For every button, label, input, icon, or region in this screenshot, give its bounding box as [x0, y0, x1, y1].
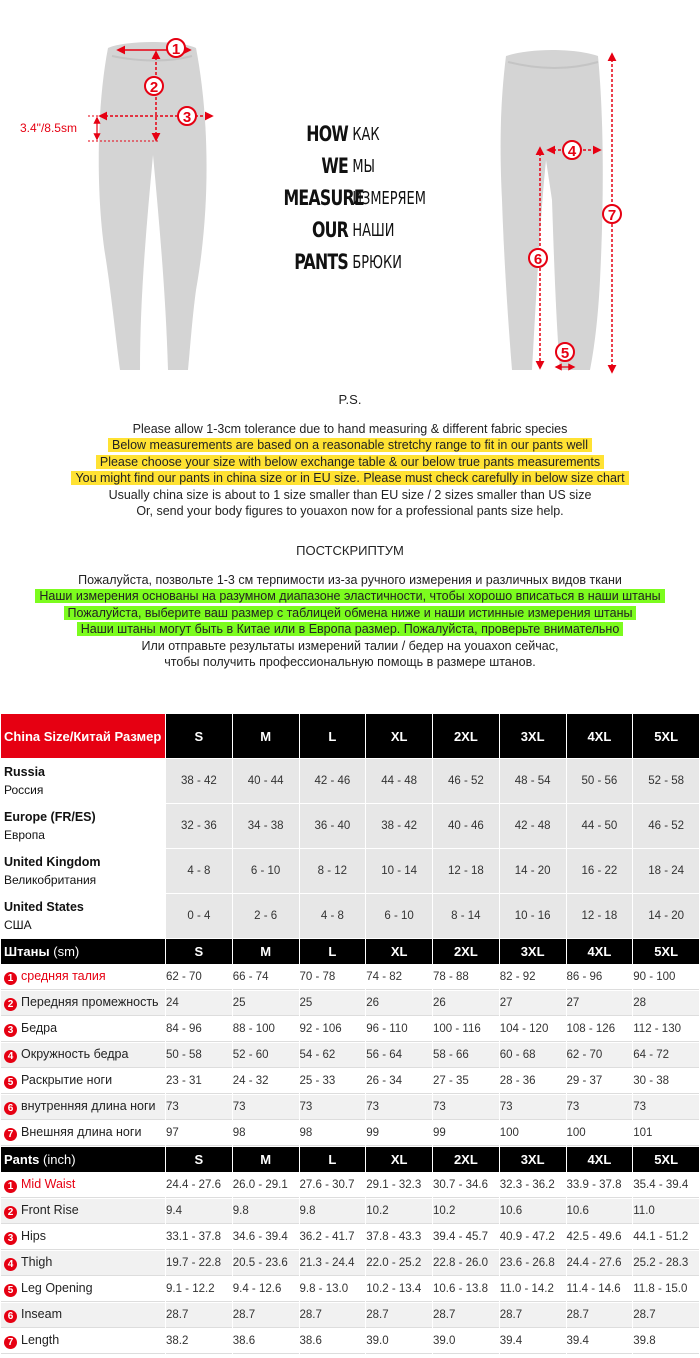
conversion-value: 42 - 48 — [500, 804, 566, 848]
conversion-value: 14 - 20 — [500, 849, 566, 893]
measure-number-badge: 2 — [4, 1206, 17, 1219]
measure-value: 20.5 - 23.6 — [233, 1251, 299, 1276]
table-header-unit: (inch) — [39, 1152, 76, 1167]
country-name-ru: Европа — [4, 828, 45, 842]
measure-value: 9.8 - 13.0 — [300, 1277, 366, 1302]
how-en: WE — [321, 154, 348, 178]
measure-value: 39.0 — [366, 1329, 432, 1354]
measure-number-badge: 3 — [4, 1232, 17, 1245]
note-russian — [0, 543, 700, 671]
size-header-cell: S — [166, 939, 232, 964]
measure-value: 29 - 37 — [567, 1069, 633, 1094]
conversion-value: 38 - 42 — [166, 759, 232, 803]
note-title: P.S. — [338, 392, 362, 407]
measure-value: 9.4 - 12.6 — [233, 1277, 299, 1302]
back-pants-shape — [501, 50, 603, 370]
how-we-measure — [262, 118, 462, 278]
measure-value: 22.8 - 26.0 — [433, 1251, 499, 1276]
measure-value: 40.9 - 47.2 — [500, 1225, 566, 1250]
conversion-value: 44 - 48 — [366, 759, 432, 803]
measure-number-badge: 6 — [4, 1102, 17, 1115]
measure-value: 22.0 - 25.2 — [366, 1251, 432, 1276]
conversion-value: 38 - 42 — [366, 804, 432, 848]
measure-label — [1, 1199, 165, 1224]
measure-value: 28.7 — [500, 1303, 566, 1328]
measure-value: 23 - 31 — [166, 1069, 232, 1094]
measure-row — [1, 1069, 699, 1094]
size-header-cell: L — [300, 714, 366, 758]
country-name-en: Europe (FR/ES) — [4, 810, 96, 824]
measure-number-badge: 6 — [4, 1310, 17, 1323]
note-english — [0, 392, 700, 520]
measure-label — [1, 1043, 165, 1068]
conversion-label — [1, 804, 165, 848]
measure-value: 26.0 - 29.1 — [233, 1173, 299, 1198]
marker-1-num: 1 — [171, 41, 181, 58]
measure-row — [1, 1121, 699, 1146]
measure-value: 25 — [233, 991, 299, 1016]
measure-row — [1, 1043, 699, 1068]
measure-name: внутренняя длина ноги — [21, 1099, 156, 1113]
measure-value: 86 - 96 — [567, 965, 633, 990]
svg-text:5: 5 — [560, 345, 570, 362]
measure-number-badge: 4 — [4, 1050, 17, 1063]
measure-name: средняя талия — [21, 969, 106, 983]
conversion-value: 34 - 38 — [233, 804, 299, 848]
measure-value: 28.7 — [366, 1303, 432, 1328]
size-header-cell: 4XL — [567, 1147, 633, 1172]
measure-row — [1, 965, 699, 990]
measure-row — [1, 1017, 699, 1042]
size-chart-table — [0, 713, 700, 1355]
measure-value: 28.7 — [433, 1303, 499, 1328]
measure-value: 96 - 110 — [366, 1017, 432, 1042]
measure-name: Mid Waist — [21, 1177, 76, 1191]
measure-value: 10.6 — [500, 1199, 566, 1224]
conversion-value: 6 - 10 — [366, 894, 432, 938]
size-header-cell: 2XL — [433, 939, 499, 964]
note-line: Please allow 1-3cm tolerance due to hand measuring & different fabric species — [132, 421, 568, 436]
measure-name: Передняя промежность — [21, 995, 159, 1009]
note-line-highlight: Наши штаны могут быть в Китае или в Европа размер. Пожалуйста, проверьте внимательно — [77, 622, 624, 636]
measure-value: 11.0 — [633, 1199, 699, 1224]
measure-number-badge: 5 — [4, 1076, 17, 1089]
measure-value: 28 — [633, 991, 699, 1016]
measure-value: 28 - 36 — [500, 1069, 566, 1094]
conversion-label — [1, 894, 165, 938]
measure-label — [1, 1329, 165, 1354]
measure-value: 21.3 - 24.4 — [300, 1251, 366, 1276]
measure-value: 37.8 - 43.3 — [366, 1225, 432, 1250]
how-ru: НАШИ — [352, 219, 395, 241]
measure-value: 73 — [233, 1095, 299, 1120]
measure-label — [1, 1225, 165, 1250]
conversion-value: 14 - 20 — [633, 894, 699, 938]
note-line-highlight: Please choose your size with below exchange table & our below true pants measurements — [96, 455, 604, 469]
measure-label — [1, 1121, 165, 1146]
svg-text:2: 2 — [149, 79, 159, 96]
measure-value: 10.6 — [567, 1199, 633, 1224]
measure-value: 10.2 - 13.4 — [366, 1277, 432, 1302]
measure-value: 52 - 60 — [233, 1043, 299, 1068]
measure-name: Leg Opening — [21, 1281, 93, 1295]
conversion-value: 52 - 58 — [633, 759, 699, 803]
measure-value: 10.2 — [366, 1199, 432, 1224]
size-header-cell: 5XL — [633, 714, 699, 758]
conversion-value: 0 - 4 — [166, 894, 232, 938]
measure-value: 38.6 — [300, 1329, 366, 1354]
measure-value: 34.6 - 39.4 — [233, 1225, 299, 1250]
note-line-highlight: You might find our pants in china size or in EU size. Please must check carefully in below size chart — [71, 471, 628, 485]
country-name-en: Russia — [4, 765, 45, 779]
country-name-en: United Kingdom — [4, 855, 101, 869]
measure-value: 27 - 35 — [433, 1069, 499, 1094]
measure-value: 50 - 58 — [166, 1043, 232, 1068]
measure-name: Front Rise — [21, 1203, 79, 1217]
measure-value: 27 — [500, 991, 566, 1016]
measure-row — [1, 991, 699, 1016]
measure-value: 29.1 - 32.3 — [366, 1173, 432, 1198]
note-line-highlight: Наши измерения основаны на разумном диапазоне эластичности, чтобы хорошо вписаться в наши штаны — [35, 589, 664, 603]
measure-value: 39.4 - 45.7 — [433, 1225, 499, 1250]
measure-value: 98 — [233, 1121, 299, 1146]
size-header-cell: XL — [366, 714, 432, 758]
size-header-cell: M — [233, 939, 299, 964]
size-header-row — [1, 939, 699, 964]
measure-value: 33.1 - 37.8 — [166, 1225, 232, 1250]
measure-number-badge: 7 — [4, 1128, 17, 1141]
measure-value: 25 - 33 — [300, 1069, 366, 1094]
measure-row — [1, 1303, 699, 1328]
measure-value: 10.6 - 13.8 — [433, 1277, 499, 1302]
size-header-cell: 2XL — [433, 714, 499, 758]
conversion-value: 50 - 56 — [567, 759, 633, 803]
measure-value: 39.0 — [433, 1329, 499, 1354]
conversion-value: 10 - 14 — [366, 849, 432, 893]
conversion-value: 8 - 14 — [433, 894, 499, 938]
measure-value: 28.7 — [567, 1303, 633, 1328]
measure-name: Бедра — [21, 1021, 58, 1035]
measure-value: 62 - 70 — [567, 1043, 633, 1068]
table-header-label: China Size/Китай Размер — [1, 714, 165, 758]
measure-value: 38.2 — [166, 1329, 232, 1354]
measure-name: Length — [21, 1333, 60, 1347]
measure-value: 35.4 - 39.4 — [633, 1173, 699, 1198]
measure-number-badge: 3 — [4, 1024, 17, 1037]
country-name-ru: Великобритания — [4, 873, 97, 887]
measure-value: 26 — [366, 991, 432, 1016]
measure-value: 73 — [567, 1095, 633, 1120]
measure-number-badge: 4 — [4, 1258, 17, 1271]
measure-value: 66 - 74 — [233, 965, 299, 990]
size-header-cell: S — [166, 1147, 232, 1172]
measure-value: 27 — [567, 991, 633, 1016]
measure-number-badge: 1 — [4, 1180, 17, 1193]
measure-value: 70 - 78 — [300, 965, 366, 990]
note-line: Usually china size is about to 1 size smaller than EU size / 2 sizes smaller than US size — [108, 487, 592, 502]
measure-value: 24.4 - 27.6 — [166, 1173, 232, 1198]
measure-label — [1, 965, 165, 990]
conversion-value: 4 - 8 — [300, 894, 366, 938]
size-header-cell: 4XL — [567, 939, 633, 964]
measure-value: 11.8 - 15.0 — [633, 1277, 699, 1302]
size-header-cell: 5XL — [633, 939, 699, 964]
measure-value: 42.5 - 49.6 — [567, 1225, 633, 1250]
size-header-cell: 5XL — [633, 1147, 699, 1172]
measure-value: 28.7 — [233, 1303, 299, 1328]
size-header-cell: 3XL — [500, 1147, 566, 1172]
measure-value: 73 — [633, 1095, 699, 1120]
how-ru: БРЮКИ — [352, 251, 402, 273]
measure-number-badge: 2 — [4, 998, 17, 1011]
measure-value: 36.2 - 41.7 — [300, 1225, 366, 1250]
measure-value: 73 — [433, 1095, 499, 1120]
measure-value: 24 — [166, 991, 232, 1016]
measure-value: 9.8 — [300, 1199, 366, 1224]
measure-value: 30.7 - 34.6 — [433, 1173, 499, 1198]
svg-text:6: 6 — [533, 251, 543, 268]
measure-value: 25.2 - 28.3 — [633, 1251, 699, 1276]
table-header-label: Pants (inch) — [1, 1147, 165, 1172]
measure-value: 9.4 — [166, 1199, 232, 1224]
measure-number-badge: 7 — [4, 1336, 17, 1349]
conversion-value: 36 - 40 — [300, 804, 366, 848]
measure-name: Thigh — [21, 1255, 53, 1269]
measure-value: 100 — [567, 1121, 633, 1146]
size-header-cell: 3XL — [500, 714, 566, 758]
measure-value: 112 - 130 — [633, 1017, 699, 1042]
measure-value: 64 - 72 — [633, 1043, 699, 1068]
country-name-ru: США — [4, 918, 32, 932]
measure-name: Inseam — [21, 1307, 62, 1321]
how-ru: МЫ — [352, 155, 375, 177]
measure-label — [1, 1017, 165, 1042]
conversion-value: 8 - 12 — [300, 849, 366, 893]
how-en: HOW — [306, 122, 348, 146]
measure-label — [1, 1173, 165, 1198]
measure-value: 62 - 70 — [166, 965, 232, 990]
measure-value: 24.4 - 27.6 — [567, 1251, 633, 1276]
measure-value: 25 — [300, 991, 366, 1016]
conversion-value: 46 - 52 — [633, 804, 699, 848]
measure-row — [1, 1225, 699, 1250]
measure-value: 28.7 — [300, 1303, 366, 1328]
measure-value: 24 - 32 — [233, 1069, 299, 1094]
conversion-value: 48 - 54 — [500, 759, 566, 803]
table-header-label: Штаны (sm) — [1, 939, 165, 964]
measure-value: 33.9 - 37.8 — [567, 1173, 633, 1198]
measure-value: 100 - 116 — [433, 1017, 499, 1042]
measure-value: 26 — [433, 991, 499, 1016]
measure-value: 99 — [366, 1121, 432, 1146]
how-ru: КАК — [352, 123, 380, 145]
conversion-row — [1, 759, 699, 803]
conversion-value: 18 - 24 — [633, 849, 699, 893]
measure-value: 27.6 - 30.7 — [300, 1173, 366, 1198]
measure-label — [1, 1095, 165, 1120]
measure-value: 90 - 100 — [633, 965, 699, 990]
how-en: OUR — [311, 218, 348, 242]
measure-value: 74 - 82 — [366, 965, 432, 990]
size-header-cell: XL — [366, 939, 432, 964]
conversion-row — [1, 894, 699, 938]
measure-value: 39.4 — [500, 1329, 566, 1354]
measure-value: 88 - 100 — [233, 1017, 299, 1042]
conversion-value: 42 - 46 — [300, 759, 366, 803]
note-line-highlight: Below measurements are based on a reasonable stretchy range to fit in our pants well — [108, 438, 592, 452]
measure-value: 98 — [300, 1121, 366, 1146]
measure-label — [1, 1303, 165, 1328]
conversion-value: 10 - 16 — [500, 894, 566, 938]
measure-value: 19.7 - 22.8 — [166, 1251, 232, 1276]
measure-value: 26 - 34 — [366, 1069, 432, 1094]
measure-value: 60 - 68 — [500, 1043, 566, 1068]
size-header-cell: S — [166, 714, 232, 758]
measure-value: 56 - 64 — [366, 1043, 432, 1068]
size-header-row — [1, 1147, 699, 1172]
conversion-value: 46 - 52 — [433, 759, 499, 803]
conversion-row — [1, 849, 699, 893]
measure-value: 58 - 66 — [433, 1043, 499, 1068]
measure-value: 104 - 120 — [500, 1017, 566, 1042]
measure-number-badge: 1 — [4, 972, 17, 985]
conversion-value: 12 - 18 — [567, 894, 633, 938]
how-en: MEASURE — [283, 186, 364, 210]
how-ru: ИЗМЕРЯЕМ — [352, 187, 426, 209]
measure-name: Внешняя длина ноги — [21, 1125, 142, 1139]
measure-value: 44.1 - 51.2 — [633, 1225, 699, 1250]
measure-value: 38.6 — [233, 1329, 299, 1354]
measure-label — [1, 1277, 165, 1302]
size-header-cell: L — [300, 939, 366, 964]
conversion-label — [1, 759, 165, 803]
measure-value: 11.0 - 14.2 — [500, 1277, 566, 1302]
country-name-en: United States — [4, 900, 84, 914]
measure-value: 32.3 - 36.2 — [500, 1173, 566, 1198]
measure-value: 108 - 126 — [567, 1017, 633, 1042]
measure-value: 10.2 — [433, 1199, 499, 1224]
conversion-value: 32 - 36 — [166, 804, 232, 848]
measure-value: 84 - 96 — [166, 1017, 232, 1042]
measure-value: 28.7 — [633, 1303, 699, 1328]
conversion-value: 12 - 18 — [433, 849, 499, 893]
size-header-cell: 4XL — [567, 714, 633, 758]
measure-value: 73 — [366, 1095, 432, 1120]
conversion-value: 2 - 6 — [233, 894, 299, 938]
size-header-cell: 3XL — [500, 939, 566, 964]
measure-number-badge: 5 — [4, 1284, 17, 1297]
conversion-value: 6 - 10 — [233, 849, 299, 893]
svg-text:3: 3 — [182, 109, 192, 126]
size-header-cell: XL — [366, 1147, 432, 1172]
size-header-cell: L — [300, 1147, 366, 1172]
conversion-value: 40 - 44 — [233, 759, 299, 803]
measure-value: 39.4 — [567, 1329, 633, 1354]
measure-row — [1, 1251, 699, 1276]
measure-name: Hips — [21, 1229, 47, 1243]
measure-value: 78 - 88 — [433, 965, 499, 990]
measure-label — [1, 991, 165, 1016]
measure-value: 100 — [500, 1121, 566, 1146]
table-header-unit: (sm) — [49, 944, 80, 959]
svg-text:4: 4 — [567, 143, 577, 160]
measure-value: 9.1 - 12.2 — [166, 1277, 232, 1302]
front-dim-label: 3.4"/8.5sm — [20, 121, 77, 135]
note-line-highlight: Пожалуйста, выберите ваш размер с таблицей обмена ниже и наши истинные измерения штаны — [64, 606, 637, 620]
measure-row — [1, 1277, 699, 1302]
svg-text:7: 7 — [607, 207, 617, 224]
conversion-row — [1, 804, 699, 848]
measure-row — [1, 1095, 699, 1120]
size-header-row — [1, 714, 699, 758]
measurement-illustration — [0, 0, 700, 390]
measure-value: 82 - 92 — [500, 965, 566, 990]
measure-value: 97 — [166, 1121, 232, 1146]
note-title: ПОСТСКРИПТУМ — [296, 543, 404, 558]
measure-value: 92 - 106 — [300, 1017, 366, 1042]
measure-row — [1, 1173, 699, 1198]
note-line: Пожалуйста, позвольте 1-3 см терпимости из-за ручного измерения и различных видов ткани — [78, 572, 622, 587]
measure-value: 39.8 — [633, 1329, 699, 1354]
measure-row — [1, 1199, 699, 1224]
measure-value: 28.7 — [166, 1303, 232, 1328]
size-header-cell: 2XL — [433, 1147, 499, 1172]
size-header-cell: M — [233, 714, 299, 758]
measure-value: 9.8 — [233, 1199, 299, 1224]
measure-value: 101 — [633, 1121, 699, 1146]
note-line: Or, send your body figures to youaxon now for a professional pants size help. — [136, 504, 564, 518]
conversion-value: 40 - 46 — [433, 804, 499, 848]
measure-value: 73 — [300, 1095, 366, 1120]
measure-value: 23.6 - 26.8 — [500, 1251, 566, 1276]
note-line: Или отправьте результаты измерений талии / бедер на youaxon сейчас, — [141, 638, 559, 653]
conversion-label — [1, 849, 165, 893]
measure-name: Раскрытие ноги — [21, 1073, 113, 1087]
measure-value: 73 — [166, 1095, 232, 1120]
measure-label — [1, 1251, 165, 1276]
measure-value: 54 - 62 — [300, 1043, 366, 1068]
country-name-ru: Россия — [4, 783, 44, 797]
conversion-value: 4 - 8 — [166, 849, 232, 893]
conversion-value: 44 - 50 — [567, 804, 633, 848]
measure-name: Окружность бедра — [21, 1047, 129, 1061]
conversion-value: 16 - 22 — [567, 849, 633, 893]
how-en: PANTS — [294, 250, 348, 274]
measure-value: 30 - 38 — [633, 1069, 699, 1094]
size-header-cell: M — [233, 1147, 299, 1172]
measure-value: 11.4 - 14.6 — [567, 1277, 633, 1302]
measure-row — [1, 1329, 699, 1354]
measure-value: 73 — [500, 1095, 566, 1120]
note-line: чтобы получить профессиональную помощь в размере штанов. — [164, 655, 536, 669]
measure-label — [1, 1069, 165, 1094]
measure-value: 99 — [433, 1121, 499, 1146]
